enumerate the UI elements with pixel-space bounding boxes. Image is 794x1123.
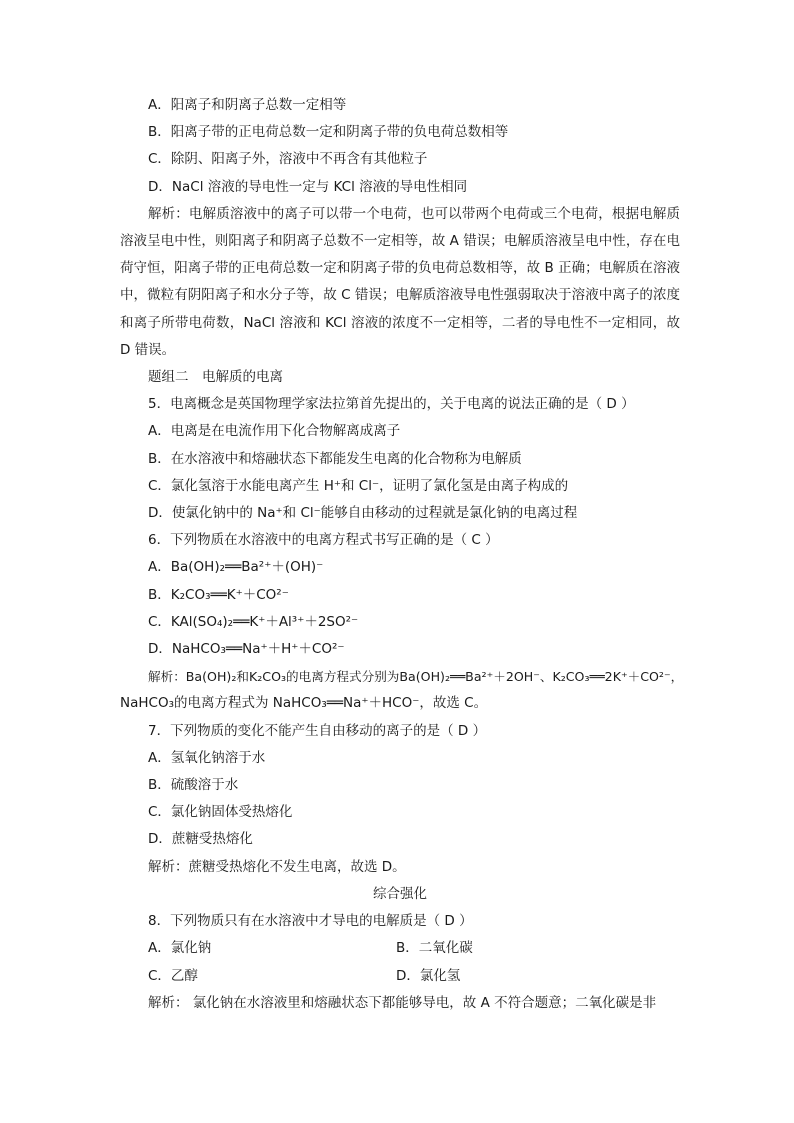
- q6-option-b: B．K₂CO₃══K⁺＋CO²⁻: [148, 586, 289, 603]
- q6-stem: 6．下列物质在水溶液中的电离方程式书写正确的是（ C ）: [148, 532, 499, 549]
- q8-options-row-1: [120, 935, 680, 962]
- q4-option-a: A．阳离子和阴离子总数一定相等: [148, 97, 347, 113]
- q5-option-d: D．使氯化钠中的 Na⁺和 Cl⁻能够自由移动的过程就是氯化钠的电离过程: [148, 505, 578, 522]
- q6-option-a: A．Ba(OH)₂══Ba²⁺＋(OH)⁻: [148, 559, 324, 576]
- q8-analysis: 解析： 氯化钠在水溶液里和熔融状态下都能够导电，故 A 不符合题意；二氧化碳是非: [148, 994, 657, 1011]
- q4-option-d: D．NaCl 溶液的导电性一定与 KCl 溶液的导电性相同: [148, 178, 468, 195]
- q8-options-row-2: [120, 963, 680, 990]
- q7-option-a: A．氢氧化钠溶于水: [148, 749, 266, 766]
- page-content: [120, 92, 684, 1017]
- q5-option-b: B．在水溶液中和熔融状态下都能发生电离的化合物称为电解质: [148, 450, 522, 467]
- q4-option-b: B．阳离子带的正电荷总数一定和阴离子带的负电荷总数相等: [148, 124, 509, 141]
- q8-option-a: A．氯化钠: [148, 940, 212, 957]
- q7-option-c: C．氯化钠固体受热熔化: [148, 804, 293, 821]
- q8-option-d: D．氯化氢: [396, 967, 461, 984]
- q6-analysis-line-1: 解析：Ba(OH)₂和K₂CO₃的电离方程式分别为Ba(OH)₂══Ba²⁺＋2OH⁻、K₂CO₃══2K⁺＋CO²⁻，: [148, 669, 684, 685]
- q4-analysis: 解析：电解质溶液中的离子可以带一个电荷，也可以带两个电荷或三个电荷，根据电解质溶液呈电中性，则阳离子和阴离子总数不一定相等，故 A 错误；电解质溶液呈电中性，存在电荷守恒，阳离子带的正电荷总数一定和阴离子带的负电荷总数相等，故 B 正确；电解质在溶液中，微粒有阴阳离子和水分子等，故 C 错误；电解质溶液导电性强弱取决于溶液中离子的浓度和离子所带电荷数，NaCl 溶液和 KCl 溶液的浓度不一定相等，二者的导电性不一定相同，故 D 错误。: [120, 205, 680, 358]
- q8-option-c: C．乙醇: [148, 967, 198, 984]
- section-title: 综合强化: [373, 885, 427, 902]
- q8-option-b: B．二氧化碳: [396, 940, 473, 957]
- group2-title: 题组二 电解质的电离: [148, 369, 283, 386]
- q7-analysis: 解析：蔗糖受热熔化不发生电离，故选 D。: [148, 858, 406, 875]
- q5-stem: 5．电离概念是英国物理学家法拉第首先提出的，关于电离的说法正确的是（ D ）: [148, 396, 635, 413]
- q4-option-c: C．除阴、阳离子外，溶液中不再含有其他粒子: [148, 151, 428, 168]
- q5-option-a: A．电离是在电流作用下化合物解离成离子: [148, 423, 401, 440]
- q6-option-d: D．NaHCO₃══Na⁺＋H⁺＋CO²⁻: [148, 641, 345, 658]
- q6-option-c: C．KAl(SO₄)₂══K⁺＋Al³⁺＋2SO²⁻: [148, 613, 359, 630]
- q5-option-c: C．氯化氢溶于水能电离产生 H⁺和 Cl⁻，证明了氯化氢是由离子构成的: [148, 477, 569, 494]
- q6-analysis-line-2: NaHCO₃的电离方程式为 NaHCO₃══Na⁺＋HCO⁻，故选 C。: [120, 695, 488, 712]
- q7-option-d: D．蔗糖受热熔化: [148, 831, 253, 848]
- q7-stem: 7．下列物质的变化不能产生自由移动的离子的是（ D ）: [148, 722, 487, 739]
- q7-option-b: B．硫酸溶于水: [148, 777, 239, 794]
- q8-stem: 8．下列物质只有在水溶液中才导电的电解质是（ D ）: [148, 913, 473, 930]
